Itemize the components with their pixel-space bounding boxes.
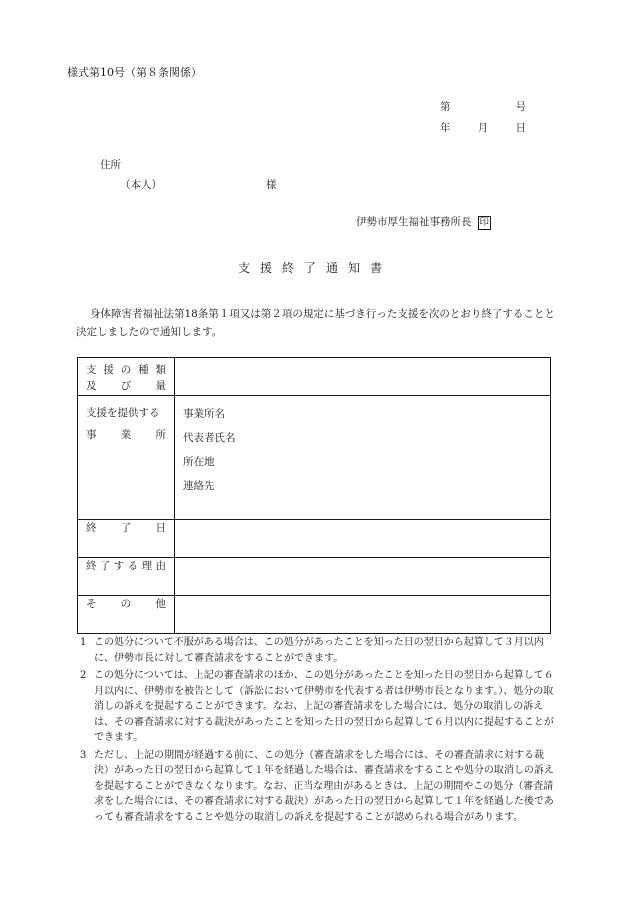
seal-mark: 印: [479, 217, 490, 228]
doc-number-prefix: 第: [440, 101, 451, 113]
provider-field-contact: 連絡先: [183, 480, 215, 492]
provider-field-representative: 代表者氏名: [183, 432, 236, 444]
label-provider: [78, 396, 175, 520]
issue-date: [440, 120, 526, 135]
self-label: （本人）: [120, 179, 162, 191]
form-number: 様式第10号（第８条関係）: [67, 66, 202, 79]
address-label: 住所: [100, 159, 121, 171]
table-row: [78, 520, 551, 558]
table-row: [78, 558, 551, 596]
issuer: [356, 214, 491, 230]
label-end-date: 終 了 日: [78, 520, 175, 558]
table-row: [78, 596, 551, 634]
table-row: [78, 358, 551, 396]
table-row: [78, 396, 551, 520]
body-paragraph: [76, 305, 558, 341]
label-line: 支 援 の 種 類: [86, 364, 166, 376]
value-provider[interactable]: [175, 396, 551, 520]
value-end-reason[interactable]: [175, 558, 551, 596]
honorific: 様: [266, 179, 277, 191]
label-other: そ の 他: [78, 596, 175, 634]
provider-field-name: 事業所名: [183, 408, 225, 420]
notice-table: [77, 357, 551, 634]
note-item: 2 この処分については、上記の審査請求のほか、この処分があったことを知った日の翌日から起算して６月以内に、伊勢市を被告として（訴訟において伊勢市を代表する者は伊勢市長となります。）、処分の取消しの訴えを提起することができます。なお、上記の審査請求をした場合には、処分の取消しの訴えは、その審査請求に対する裁決があったことを知った日の翌日から起算して６月以内に提起することができます。: [80, 670, 554, 743]
value-other[interactable]: [175, 596, 551, 634]
label-line: 及 び 量: [86, 380, 166, 392]
label-end-reason: 終 了 す る 理 由: [78, 558, 175, 596]
date-month: 月: [477, 122, 489, 134]
notes: [80, 635, 554, 827]
doc-number-suffix: 号: [515, 101, 526, 113]
provider-field-address: 所在地: [183, 456, 215, 468]
document-title: 支援終了通知書: [237, 261, 392, 275]
label-line: 事 業 所: [86, 429, 166, 441]
note-item: 3 ただし、上記の期間が経過する前に、この処分（審査請求をした場合には、その審査請求に対する裁決）があった日の翌日から起算して１年を経過した場合は、審査請求をすることや処分の取消しの訴えを提起することができなくなります。なお、正当な理由があるときは、上記の期間やこの処分（審査請求をした場合には、その審査請求に対する裁決）があった日の翌日から起算して１年を経過した後であっても審査請求をすることや処分の取消しの訴えを提起することが認められる場合があります。: [80, 749, 554, 823]
note-item: 1 この処分について不服がある場合は、この処分があったことを知った日の翌日から起算して３月以内に、伊勢市長に対して審査請求をすることができます。: [80, 637, 544, 664]
value-support-type[interactable]: [175, 358, 551, 396]
value-end-date[interactable]: [175, 520, 551, 558]
label-support-type: [78, 358, 175, 396]
date-day: 日: [515, 122, 526, 134]
date-year: 年: [440, 122, 451, 134]
document-number: [440, 99, 526, 114]
issuer-name: 伊勢市厚生福祉事務所長: [356, 216, 472, 228]
label-line: 支援を提供する: [86, 407, 160, 419]
body-text: 身体障害者福祉法第18条第１項又は第２項の規定に基づき行った支援を次のとおり終了することと決定しましたので通知します。: [76, 308, 555, 338]
